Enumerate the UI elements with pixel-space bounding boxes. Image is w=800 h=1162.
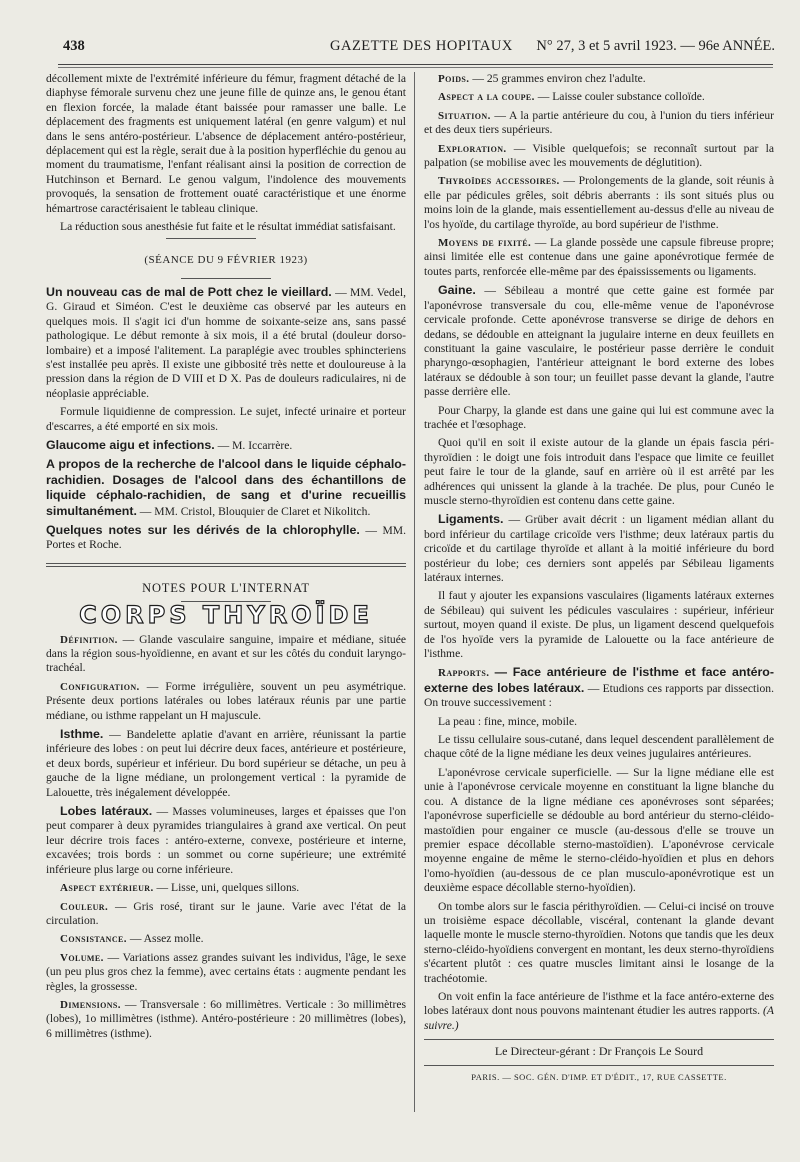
entry-text: — Visible quelquefois; se reconnaît surtout par la palpation (se mobilise avec les mouvements de déglutition). [424, 141, 774, 170]
entry-label: Rapports. [438, 667, 490, 680]
director-line: Le Directeur-gérant : Dr François Le Sourd [494, 1044, 704, 1059]
entry-text: — Masses volumineuses, larges et épaisses que l'on peut comparer à deux pyramides triangulaires à grand axe vertical. On peut leur décrire trois faces : antéro-externe, convexe, postérieure et interne, excavées; trois bords : un sommet ou corne supérieure; une extrémité inférieure plus large ou corne inférieure. [46, 805, 406, 876]
entry-text: On voit enfin la face antérieure de l'isthme et la face antéro-externe des lobes latéraux dont nous pouvons maintenant étudier les autres rapports. [424, 989, 774, 1018]
entry-label: Situation. [438, 109, 491, 122]
entry-fixite [424, 236, 774, 279]
entry-label: Ligaments. [438, 512, 504, 527]
article-title: Quelques notes sur les dérivés de la chlorophylle. [46, 522, 360, 537]
entry-heading: — Face antérieure de l'isthme et face antéro-externe des lobes latéraux. [424, 665, 774, 695]
entry-text: — Gris rosé, tirant sur le jaune. Varie avec l'état de la circulation. [46, 899, 406, 927]
article-chlorophylle [46, 523, 406, 553]
entry-text: — Prolongements de la glande, soit réunis à elle par pédicules grêles, soit débris aberrants : ils sont situés plus ou moins loin de la glande, mais essentiellement au-dessus d'elle au niveau de l'os hyoïde, du cartilage thyroïde, au bord supérieur de l'isthme. [424, 174, 774, 231]
entry-couleur [46, 900, 406, 929]
entry-label: Poids. [438, 73, 470, 85]
header-rule [58, 64, 773, 65]
entry-accessoires [424, 174, 774, 232]
short-divider [166, 238, 256, 239]
intro-paragraph: décollement mixte de l'extrémité inférieure du fémur, fragment détaché de la diaphyse fémorale survenu chez une jeune fille de quinze ans, le genou étant en flexion forcée, la malade étant baissée pour ramasser une balle. Le déplacement des fragments est uniquement latéral (en genre valgum) et nul dans le sens antéro-postérieur. L'absence de déplacement antéro-postérieur, déplacement qui est la règle, serait due à la position hyperfléchie du genou au moment du traumatisme, l'enfant réalisant ainsi la position de correction de Hutchinson et Bernard. Le genou valgum, l'indolence des mouvements provoqués, la sensation de frottement ouaté caractéristique et une énorme hémartrose caractérisaient le tableau clinique. [46, 72, 406, 215]
entry-label: Aspect a la coupe. [438, 91, 535, 104]
entry-configuration [46, 680, 406, 723]
entry-label: Thyroïdes accessoires. [438, 175, 560, 188]
article-title: Glaucome aigu et infections. [46, 437, 215, 452]
page-number: 438 [63, 38, 85, 54]
paragraph-expansions: Il faut y ajouter les expansions vasculaires (ligaments latéraux externes de Sébileau) qui suivent les pédicules vasculaires : supérieur, inférieur surtout, moyen quand il existe. De plus, un ligament descend quelquefois de l'os hyoïde vers la pyramide de Lalouette ou la face antérieure de l'isthme. [424, 589, 774, 661]
header-rule-2 [58, 67, 773, 68]
entry-situation [424, 109, 774, 138]
entry-text: — Laisse couler substance colloïde. [537, 90, 705, 104]
article-title: A propos de la recherche de l'alcool dans le liquide céphalo-rachidien. Dosages de l'alcool dans des échantillons de liquide céphalo-rachidien, de sang et d'urine recueillis simultanément. [46, 457, 406, 518]
short-divider [181, 278, 271, 279]
entry-text: — Assez molle. [129, 932, 204, 946]
entry-aspect [46, 881, 406, 895]
left-column [46, 72, 406, 1045]
entry-label: Exploration. [438, 142, 507, 155]
entry-poids [424, 72, 774, 86]
reduction-paragraph: La réduction sous anesthésie fut faite et le résultat immédiat satisfaisant. [60, 220, 396, 234]
entry-text: — Sébileau a montré que cette gaine est formée par l'aponévrose transversale du cou, elle-même venue de l'aponévrose cervicale profonde. Cette aponévrose transverse se dirige de dehors en dedans, se dédouble en atteignant la jugulaire interne en deux feuillets en constituant la gaine vasculaire, le postérieur passe derrière le conduit pharyngo-œsophagien, l'antérieur atteignant le bord externe des lobes latéraux se dédouble à son tour; un feuillet passe devant la glande, l'autre passe derrière elle. [424, 284, 774, 399]
entry-label: Gaine. [438, 283, 476, 298]
paragraph-peau: La peau : fine, mince, mobile. [438, 714, 578, 728]
footer-rule [424, 1039, 774, 1040]
entry-lobes [46, 804, 406, 877]
entry-label: Configuration. [60, 680, 140, 693]
entry-text: — Grüber avait décrit : un ligament médian allant du bord inférieur du cartilage cricoïde vers l'isthme; deux latéraux partis du cricoïde et du cartilage thyroïde et allant à la moitié inférieure du bord postérieur du lobe; ces derniers sont appelés par Sébileau ligaments latéraux internes. [424, 513, 774, 584]
entry-label: Aspect extérieur. [60, 882, 154, 895]
footer-rule [424, 1065, 774, 1066]
entry-text: — Transversale : 6o millimètres. Verticale : 3o millimètres (lobes), 1o millimètres (isthme). Antéro-postérieure : 20 millimètres (lobes), 6 millimètres (isthme). [46, 997, 407, 1040]
entry-label: Dimensions. [60, 998, 121, 1011]
entry-label: Moyens de fixité. [438, 237, 532, 250]
entry-text: — Lisse, uni, quelques sillons. [156, 881, 300, 895]
entry-label: Définition. [60, 633, 118, 646]
article-pott [46, 285, 406, 401]
paragraph-fascia-perithyroidien: On tombe alors sur le fascia périthyroïdien. — Celui-ci incisé on trouve un troisième espace décollable, viscéral, contenant la glande devant laquelle monte le muscle sterno-thyroïdien. Notons que tandis que les deux sterno-cléido-hyoïdiens convergent en montant, les deux sterno-thyroïdiens s'écartent plutôt : ces quatre muscles limitant ainsi le losange de la trachéotomie. [424, 899, 774, 985]
entry-text: — A la partie antérieure du cou, à l'union du tiers inférieur et des deux tiers supérieurs. [424, 108, 775, 137]
paragraph-charpy: Pour Charpy, la glande est dans une gaine qui lui est commune avec la trachée et l'œsophage. [424, 403, 774, 431]
article-authors: — MM. Portes et Roche. [46, 523, 406, 552]
entry-isthme [46, 727, 406, 800]
article-glaucome [46, 438, 406, 453]
article-title: Un nouveau cas de mal de Pott chez le vieillard. [46, 284, 332, 299]
entry-text: — 25 grammes environ chez l'adulte. [472, 72, 646, 85]
main-title: CORPS THYROÏDE [79, 601, 373, 630]
printer-line: PARIS. — SOC. GÉN. D'IMP. ET D'ÉDIT., 17, RUE CASSETTE. [471, 1071, 727, 1082]
paragraph-fascia: Quoi qu'il en soit il existe autour de la glande un épais fascia péri-thyroïdien : le doigt une fois introduit dans l'espace que limite ce feuillet peut faire le tour de la glande, sauf en arrière où il est arrêté par les adhérences qui unissent la glande à la trachée. De plus, pour Cunéo le muscle sterno-thyroïdien est contenu dans cette gaine. [424, 436, 774, 507]
entry-label: Lobes latéraux. [60, 804, 153, 819]
entry-dimensions [46, 998, 406, 1041]
entry-gaine [424, 283, 774, 399]
article-alcool [46, 457, 406, 519]
entry-definition [46, 633, 406, 676]
column-divider [414, 72, 415, 1112]
paragraph-aponevrose: L'aponévrose cervicale superficielle. — Sur la ligne médiane elle est unie à l'aponévrose cervicale moyenne en constituant la ligne blanche du cou. A distance de la ligne médiane ces aponévroses sont séparées; l'aponévrose superficielle se dédouble au bord antérieur du sterno-cléido-mastoïdien pour engainer ce muscle (au-dessous d'elle se trouve un premier espace décollable sterno-mastoïdien). L'aponévrose cervicale moyenne engaine de même le sterno-cléido-hyoïdien et plus en dehors l'omo-hyoïdien (au-dessous de ce plan musculo-aponévrotique est un deuxième espace décollable sterno-hyoïdien). [424, 765, 774, 895]
journal-title: GAZETTE DES HOPITAUX [330, 38, 513, 54]
right-column [424, 72, 774, 1084]
entry-label: Consistance. [60, 933, 127, 946]
entry-coupe [424, 90, 774, 104]
entry-label: Isthme. [60, 727, 104, 742]
article-authors: — MM. Cristol, Blouquier de Claret et Nikolitch. [139, 504, 371, 518]
entry-consistance [46, 932, 406, 946]
article-authors: — MM. Vedel, G. Giraud et Siméon. [46, 285, 406, 314]
entry-text: — La glande possède une capsule fibreuse propre; ainsi limitée elle est contenue dans une gaine aponévrotique fermée de toutes parts, renforcée elle-même par des épaississements ou ligaments. [424, 236, 775, 278]
article-authors: — M. Iccarrère. [217, 438, 293, 452]
page-header [55, 38, 775, 58]
entry-rapports [424, 665, 774, 710]
article-body: Formule liquidienne de compression. Le sujet, infecté urinaire et porteur d'escarres, a été emporté en six mois. [46, 405, 406, 433]
entry-text: — Variations assez grandes suivant les individus, l'âge, le sexe (un peu plus gros chez la femme), avec certains états : augmente pendant les règles, la grossesse. [46, 950, 407, 993]
issue-info: N° 27, 3 et 5 avril 1923. — 96e ANNÉE. [536, 38, 775, 54]
paragraph-enfin [424, 990, 774, 1033]
to-be-continued: (A suivre.) [424, 1004, 774, 1032]
entry-ligaments [424, 512, 774, 585]
entry-text: — Bandelette aplatie d'avant en arrière, réunissant la partie inférieure des lobes : on peut lui décrire deux faces, antérieure et postérieure, et deux bords, supérieur et inférieur. Du bord supérieur se détache, un peu à gauche de la ligne médiane, un prolongement vertical : la pyramide de Lalouette, très inégalement développée. [46, 728, 406, 799]
section-rule-2 [46, 566, 406, 567]
section-rule [46, 563, 406, 564]
entry-text: — Etudions ces rapports par dissection. On trouve successivement : [424, 681, 774, 710]
entry-exploration [424, 142, 774, 171]
seance-date: (SÉANCE DU 9 FÉVRIER 1923) [144, 254, 308, 267]
entry-text: — Glande vasculaire sanguine, impaire et médiane, située dans la région sous-hyoïdienne, en avant et sur les côtés du conduit laryngo-trachéal. [46, 632, 407, 675]
article-body: C'est le deuxième cas observé par les auteurs en quelques mois. Il s'agit ici d'un homme de soixante-seize ans, sans passé pathologique. Le début remonte à six mois, il a été brutal (douleur dorso-lombaire) et a imposé l'alitement. La paraplégie avec troubles sphincteriens s'est installée peu après. Il existe une gibbosité très nette et douloureuse à la pression dans la région de D VIII et D X. Pas de douleurs radiculaires, ni de néoplasie appréciable. [46, 300, 406, 400]
entry-text: — Forme irrégulière, souvent un peu asymétrique. Présente deux portions latérales ou lobes latéraux réunis par une partie médiane, ou isthme rappelant un H majuscule. [46, 679, 406, 722]
entry-label: Volume. [60, 951, 104, 964]
entry-label: Couleur. [60, 900, 109, 913]
paragraph-tissu: Le tissu cellulaire sous-cutané, dans lequel descendent parallèlement de chaque côté de la ligne médiane les deux veines jugulaires antérieures. [424, 733, 774, 761]
section-heading: NOTES POUR L'INTERNAT [142, 580, 310, 595]
entry-volume [46, 951, 406, 994]
